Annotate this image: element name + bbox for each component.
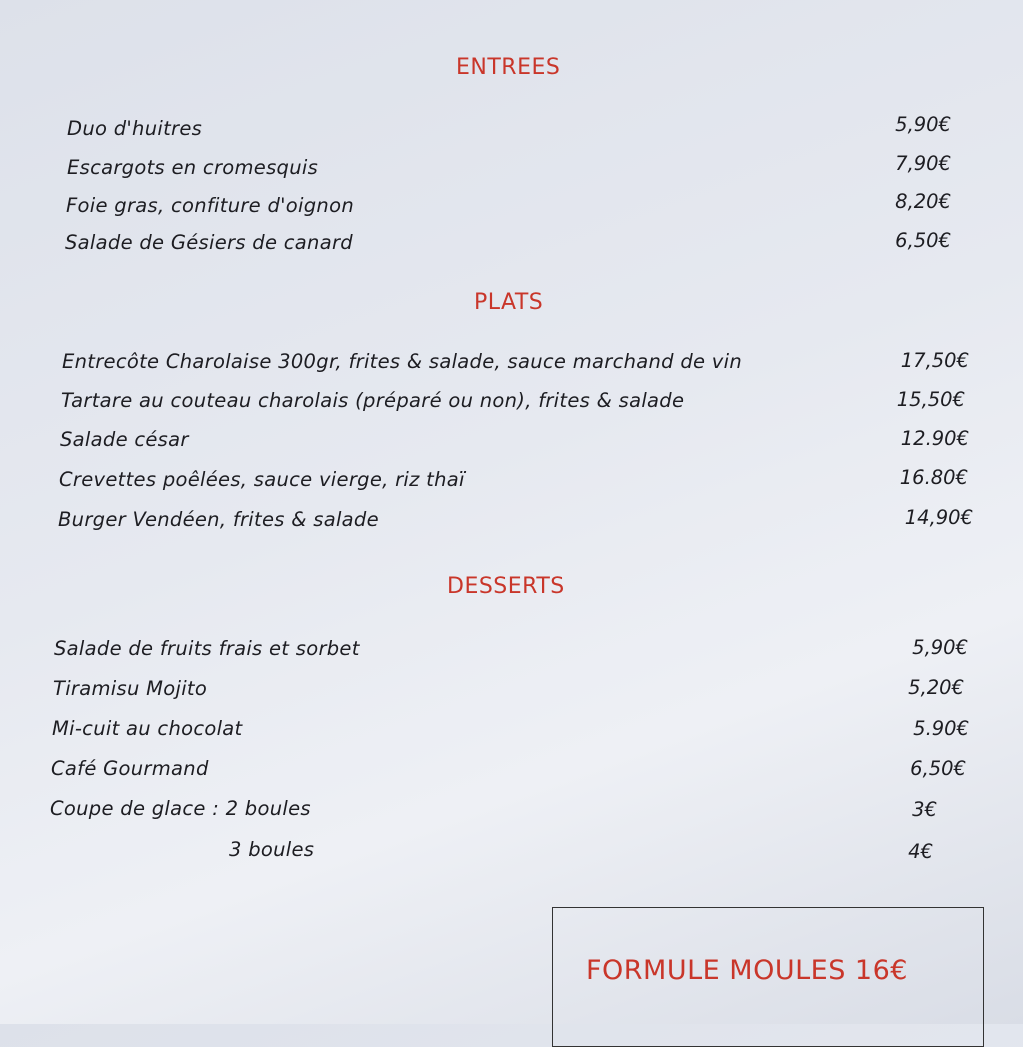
- menu-item-price: 3€: [912, 798, 937, 821]
- menu-item-price: 5.90€: [913, 717, 969, 740]
- menu-item-price: 17,50€: [900, 349, 969, 372]
- menu-item-name: Salade de Gésiers de canard: [65, 231, 353, 254]
- menu-item-name: Mi-cuit au chocolat: [52, 717, 243, 740]
- menu-item-price: 5,90€: [895, 113, 951, 136]
- menu-item-name: Burger Vendéen, frites & salade: [58, 508, 379, 531]
- menu-item-price: 12.90€: [900, 427, 969, 450]
- section-title: PLATS: [474, 290, 544, 315]
- menu-item-name: Entrecôte Charolaise 300gr, frites & salade, sauce marchand de vin: [62, 350, 743, 373]
- menu-item-name: Escargots en cromesquis: [67, 156, 319, 179]
- menu-item-name: Tartare au couteau charolais (préparé ou non), frites & salade: [61, 389, 685, 412]
- menu-item-price: 5,20€: [908, 676, 964, 699]
- menu-item-name: Duo d'huitres: [67, 117, 203, 140]
- menu-item-price: 8,20€: [895, 190, 951, 213]
- menu-item-name: Coupe de glace : 2 boules: [50, 797, 311, 820]
- menu-item-name: Tiramisu Mojito: [53, 677, 208, 700]
- menu-item-price: 6,50€: [895, 229, 951, 252]
- menu-item-price: 7,90€: [895, 152, 951, 175]
- menu-item-name: 3 boules: [229, 838, 315, 861]
- menu-item-price: 16.80€: [899, 466, 968, 489]
- menu-item-price: 4€: [908, 840, 933, 863]
- menu-item-price: 15,50€: [896, 388, 965, 411]
- menu-item-name: Foie gras, confiture d'oignon: [66, 194, 354, 217]
- menu-item-price: 6,50€: [910, 757, 966, 780]
- menu-item-name: Salade de fruits frais et sorbet: [54, 637, 360, 660]
- menu-item-price: 5,90€: [912, 636, 968, 659]
- formule-moules: FORMULE MOULES 16€: [586, 955, 908, 986]
- menu-item-price: 14,90€: [904, 506, 973, 529]
- section-title: ENTREES: [456, 55, 561, 80]
- menu-item-name: Salade césar: [60, 428, 189, 451]
- section-title: DESSERTS: [447, 574, 565, 599]
- menu-item-name: Café Gourmand: [51, 757, 209, 780]
- menu-item-name: Crevettes poêlées, sauce vierge, riz thaï: [59, 468, 465, 491]
